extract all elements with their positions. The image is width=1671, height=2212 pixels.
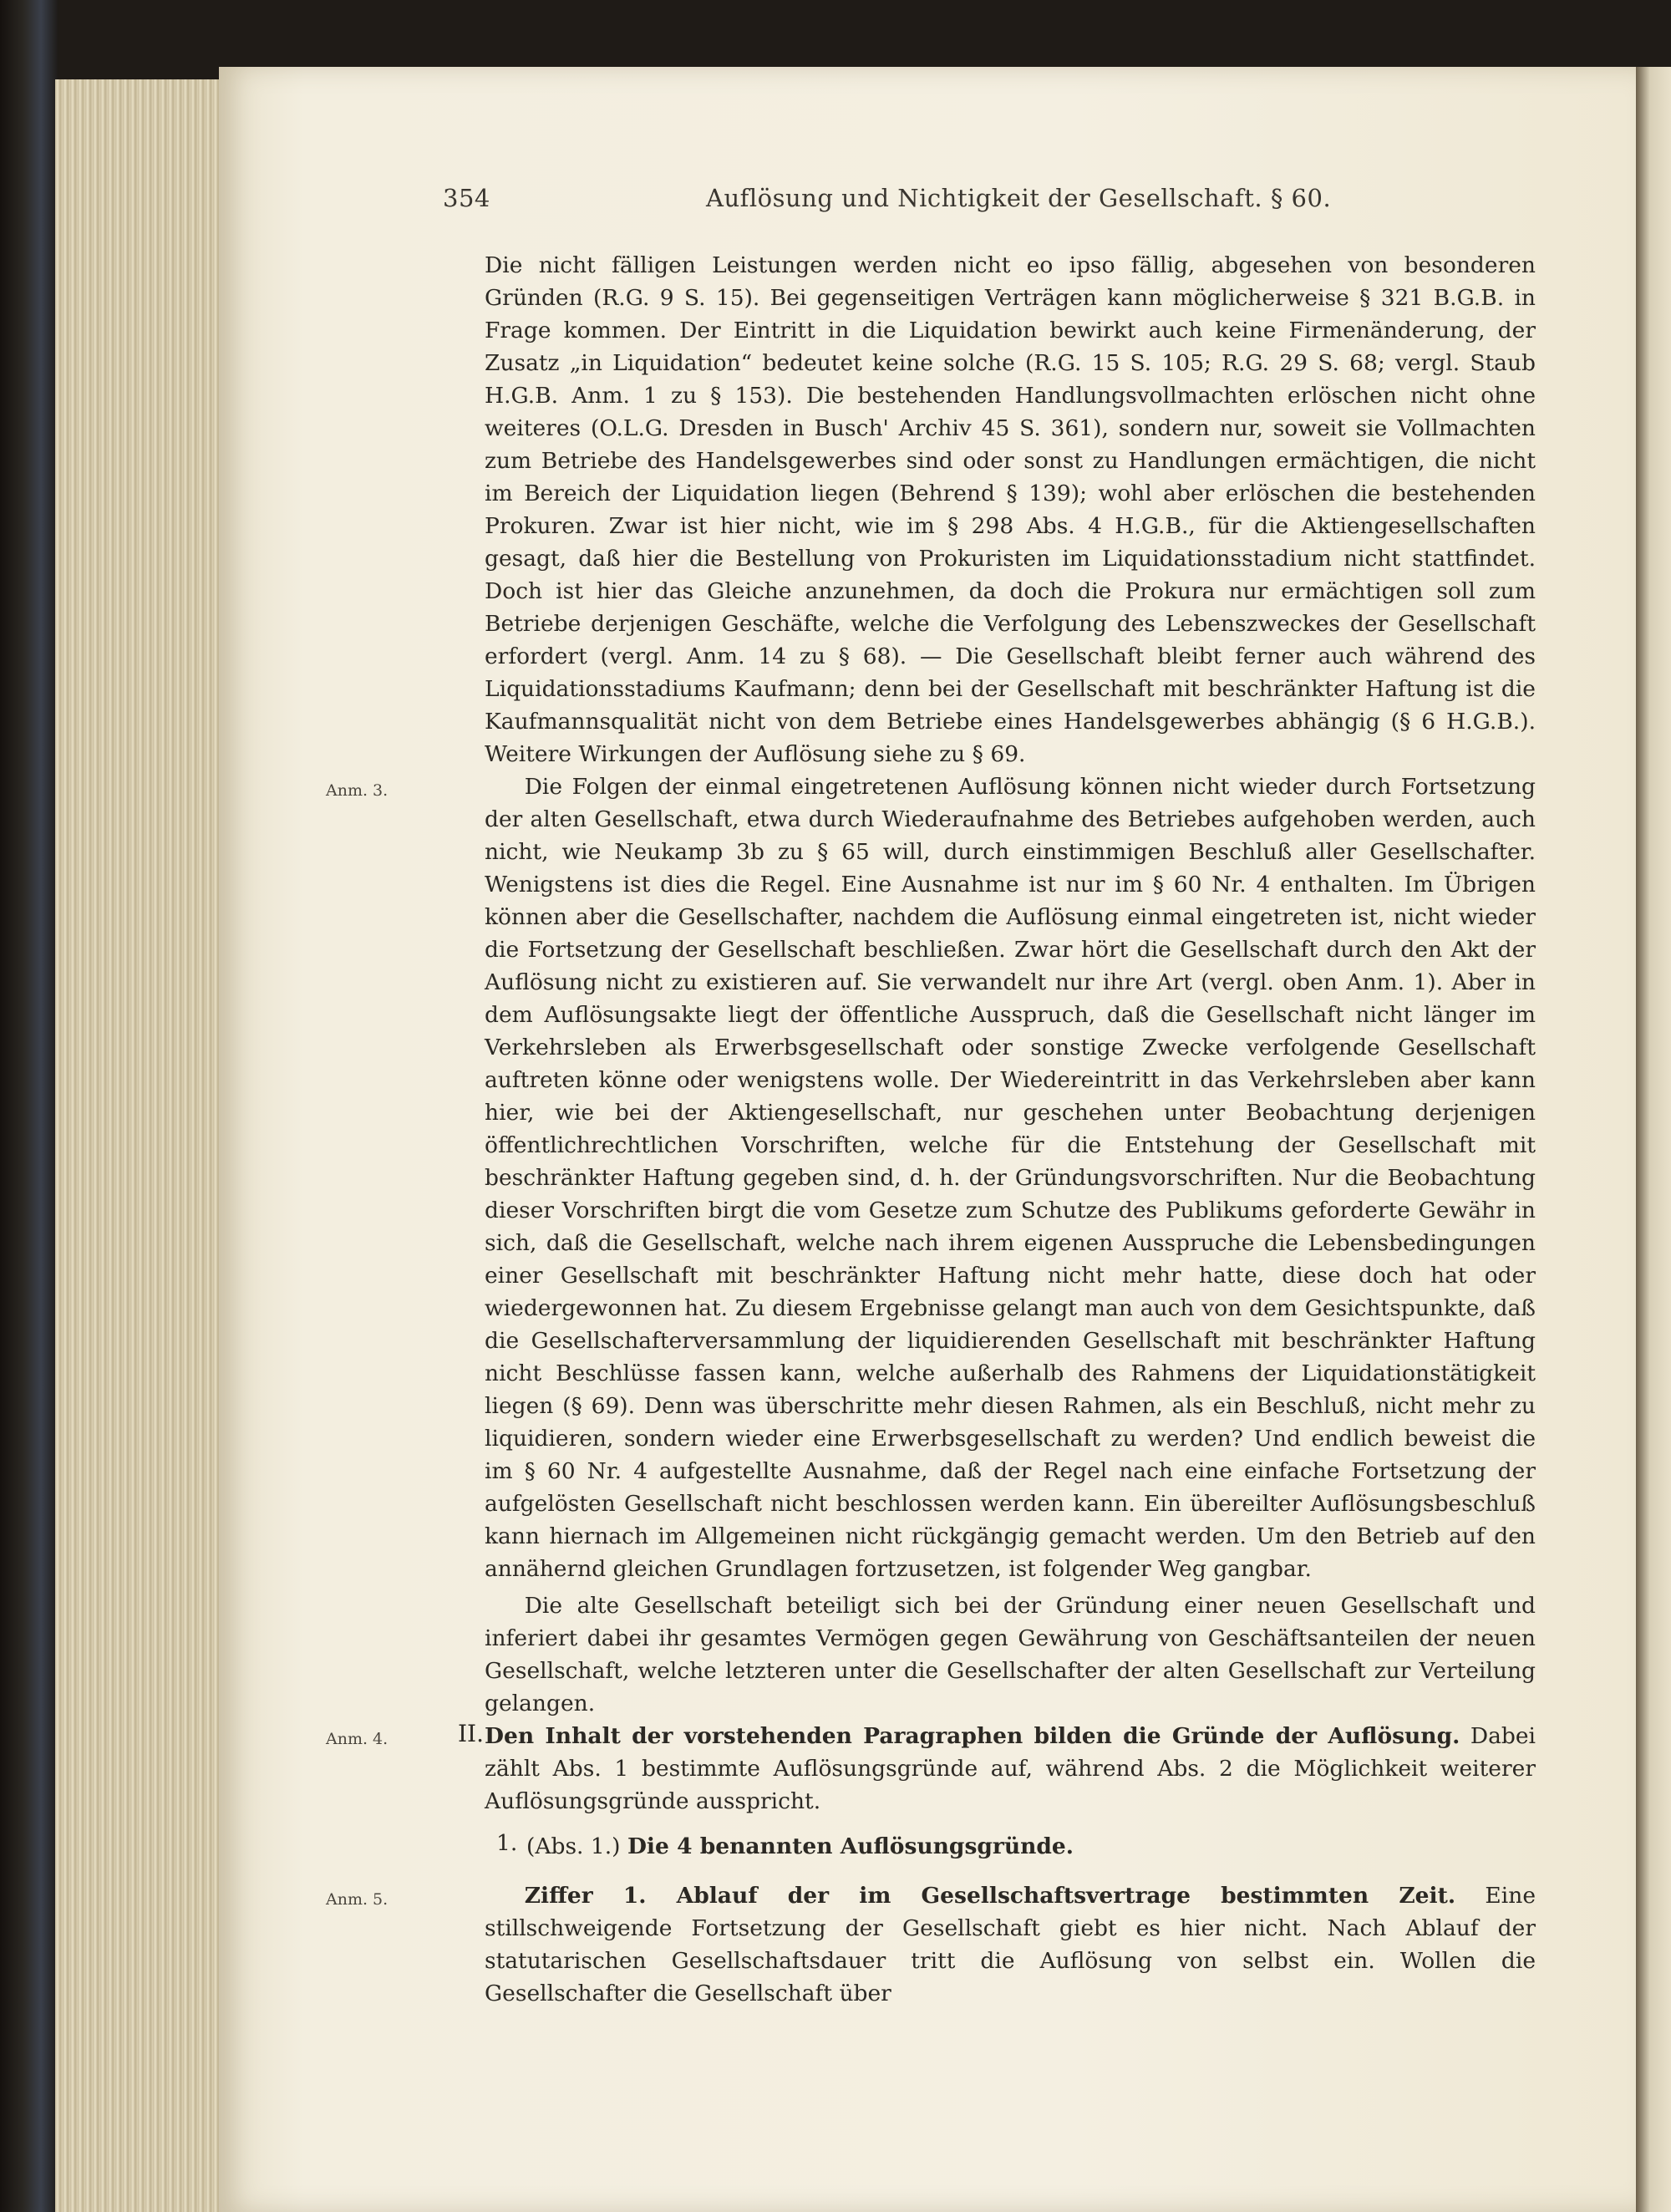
section-heading: Den Inhalt der vorstehenden Paragraphen bilden die Gründe der Auflösung. [485, 1723, 1460, 1749]
margin-note-anm-3: Anm. 3. [326, 781, 389, 800]
paragraph-6 [485, 1879, 1536, 2010]
paragraph-6-text: Eine stillschweigende Fortsetzung der Gesellschaft giebt es hier nicht. Nach Ablauf der statutarischen Gesellschaftsdauer tritt die Auflösung von selbst ein. Wollen die Gesellschafter die Gesellschaft über [485, 1883, 1536, 2006]
item-number-one: 1. [496, 1830, 518, 1856]
margin-note-anm-5: Anm. 5. [326, 1890, 389, 1909]
paragraph-5-prefix: (Abs. 1.) [526, 1833, 627, 1859]
section-roman-two: II. [458, 1720, 485, 1747]
paragraph-2: Die Folgen der einmal eingetretenen Auflösung können nicht wieder durch Fortsetzung der alten Gesellschaft, etwa durch Wiederaufnahme des Betriebes aufgehoben werden, auch nicht, wie Neukamp 3b zu § 65 will, durch einstimmigen Beschluß aller Gesellschafter. Wenigstens ist dies die Regel. Eine Ausnahme ist nur im § 60 Nr. 4 enthalten. Im Übrigen können aber die Gesellschafter, nachdem die Auflösung einmal eingetreten ist, nicht wieder die Fortsetzung der Gesellschaft beschließen. Zwar hört die Gesellschaft durch den Akt der Auflösung nicht zu existieren auf. Sie verwandelt nur ihre Art (vergl. oben Anm. 1). Aber in dem Auflösungsakte liegt der öffentliche Ausspruch, daß die Gesellschaft nicht länger im Verkehrsleben als Erwerbsgesellschaft oder sonstige Zwecke verfolgende Gesellschaft auftreten könne oder wenigstens wolle. Der Wiedereintritt in das Verkehrsleben aber kann hier, wie bei der Aktiengesellschaft, nur geschehen unter Beobachtung derjenigen öffentlichrechtlichen Vorschriften, welche für die Entstehung der Gesellschaft mit beschränkter Haftung gegeben sind, d. h. der Gründungsvorschriften. Nur die Beobachtung dieser Vorschriften birgt die vom Gesetze zum Schutze des Publikums geforderte Gewähr in sich, daß die Gesellschaft, welche nach ihrem eigenen Ausspruche die Lebensbedingungen einer Gesellschaft mit beschränkter Haftung nicht mehr hatte, diese doch hat oder wiedergewonnen hat. Zu diesem Ergebnisse gelangt man auch von dem Gesichtspunkte, daß die Gesellschafterversammlung der liquidierenden Gesellschaft mit beschränkter Haftung nicht Beschlüsse fassen kann, welche außerhalb des Rahmens der Liquidationstätigkeit liegen (§ 69). Denn was überschritte mehr diesen Rahmen, als ein Beschluß, nicht mehr zu liquidieren, sondern wieder eine Erwerbsgesellschaft zu werden? Und endlich beweist die im § 60 Nr. 4 aufgestellte Ausnahme, daß der Regel nach eine einfache Fortsetzung der aufgelösten Gesellschaft nicht beschlossen werden kann. Ein übereilter Auflösungsbeschluß kann hiernach im Allgemeinen nicht rückgängig gemacht werden. Um den Betrieb auf den annähernd gleichen Grundlagen fortzusetzen, ist folgender Weg gangbar. [485, 774, 1536, 1582]
book-binding [0, 0, 58, 2212]
paragraph-5 [526, 1830, 1536, 1863]
subsection-heading: Die 4 benannten Auflösungsgründe. [627, 1833, 1074, 1859]
page-number: 354 [443, 184, 490, 212]
page-edges [55, 79, 222, 2212]
next-page-edge [1636, 67, 1671, 2212]
ziffer-heading: Ziffer 1. Ablauf der im Gesellschaftsvertrage bestimmten Zeit. [524, 1883, 1456, 1909]
running-head-title: Auflösung und Nichtigkeit der Gesellschaft. § 60. [706, 184, 1332, 212]
paragraph-3: Die alte Gesellschaft beteiligt sich bei der Gründung einer neuen Gesellschaft und inferiert dabei ihr gesamtes Vermögen gegen Gewährung von Geschäftsanteilen der neuen Gesellschaft, welche letzteren unter die Gesellschafter der alten Gesellschaft zur Verteilung gelangen. [485, 1593, 1536, 1716]
margin-note-anm-4: Anm. 4. [326, 1730, 389, 1748]
paragraph-1: Die nicht fälligen Leistungen werden nicht eo ipso fällig, abgesehen von besonderen Gründen (R.G. 9 S. 15). Bei gegenseitigen Verträgen kann möglicherweise § 321 B.G.B. in Frage kommen. Der Eintritt in die Liquidation bewirkt auch keine Firmenänderung, der Zusatz „in Liquidation“ bedeutet keine solche (R.G. 15 S. 105; R.G. 29 S. 68; vergl. Staub H.G.B. Anm. 1 zu § 153). Die bestehenden Handlungsvollmachten erlöschen nicht ohne weiteres (O.L.G. Dresden in Busch' Archiv 45 S. 361), sondern nur, soweit sie Vollmachten zum Betriebe des Handelsgewerbes sind oder sonst zu Handlungen ermächtigen, die nicht im Bereich der Liquidation liegen (Behrend § 139); wohl aber erlöschen die bestehenden Prokuren. Zwar ist hier nicht, wie im § 298 Abs. 4 H.G.B., für die Aktiengesellschaften gesagt, daß hier die Bestellung von Prokuristen im Liquidationsstadium nicht stattfindet. Doch ist hier das Gleiche anzunehmen, da doch die Prokura nur ermächtigen soll zum Betriebe derjenigen Geschäfte, welche die Verfolgung des Lebenszweckes der Gesellschaft erfordert (vergl. Anm. 14 zu § 68). — Die Gesellschaft bleibt ferner auch während des Liquidationsstadiums Kaufmann; denn bei der Gesellschaft mit beschränkter Haftung ist die Kaufmannsqualität nicht von dem Betriebe eines Handelsgewerbes abhängig (§ 6 H.G.B.). Weitere Wirkungen der Auflösung siehe zu § 69. [485, 252, 1536, 767]
paragraph-4 [485, 1720, 1536, 1818]
paragraph-4-text: Dabei zählt Abs. 1 bestimmte Auflösungsgründe auf, während Abs. 2 die Möglichkeit weiterer Auflösungsgründe ausspricht. [485, 1723, 1536, 1814]
